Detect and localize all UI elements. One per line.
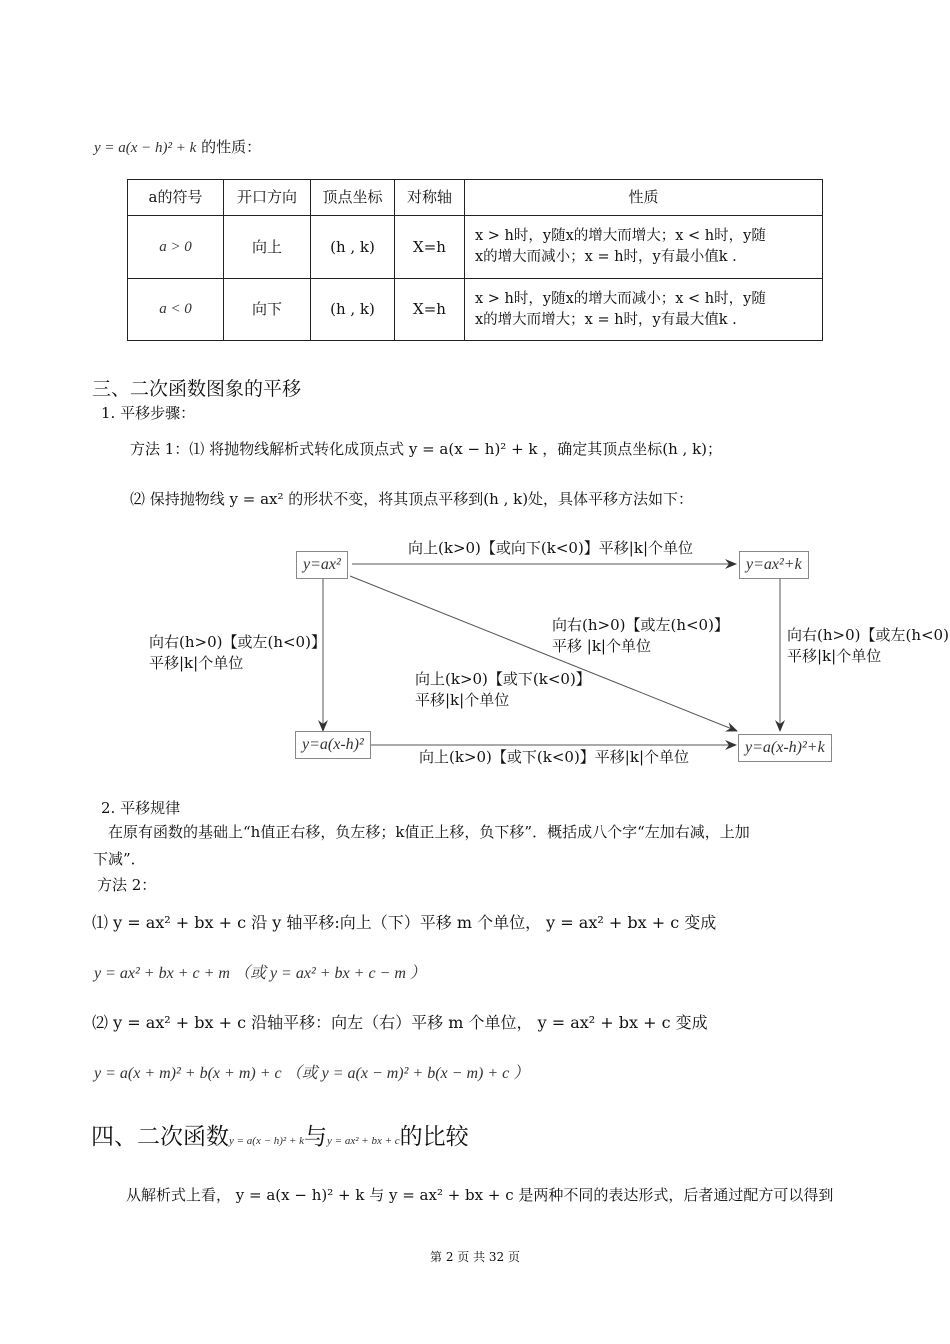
- header-sign: a的符号: [128, 180, 224, 216]
- label-diagonal-mid-1: 向上(k>0)【或下(k<0)】: [415, 670, 591, 688]
- rule-line2: 下减”．: [93, 850, 146, 868]
- section-4-title-post: 的比较: [399, 1124, 469, 1150]
- label-top-shift: 向上(k>0)【或向下(k<0)】平移|k|个单位: [408, 539, 694, 557]
- label-diagonal-right-2: 平移 |k|个单位: [552, 637, 651, 655]
- box-y-ax2: y=ax²: [296, 551, 348, 579]
- method1-line2: ⑵ 保持抛物线 y = ax² 的形状不变，将其顶点平移到(h , k)处，具体平移方法如下：: [130, 490, 694, 508]
- method2-title: 方法 2：: [97, 876, 157, 894]
- section-4-formula-vertex: y = a(x − h)² + k: [229, 1135, 305, 1147]
- header-direction: 开口方向: [224, 180, 311, 216]
- section-4-title: [91, 1118, 469, 1151]
- cell-direction: 向上: [224, 216, 311, 279]
- cell-sign: a > 0: [128, 216, 224, 279]
- section-4-title-mid: 与: [304, 1124, 328, 1150]
- property-line: x > h时，y随x的增大而增大；x < h时，y随: [475, 228, 766, 244]
- property-line: x的增大而增大；x = h时，y有最大值k .: [475, 311, 737, 328]
- box-y-ax2-plus-k: y=ax²+k: [739, 551, 809, 579]
- label-bottom-shift: 向上(k>0)【或下(k<0)】平移|k|个单位: [419, 748, 690, 766]
- cell-vertex: (h , k): [311, 216, 395, 279]
- cell-vertex: (h , k): [311, 279, 395, 341]
- method2-item1-result: y = ax² + bx + c + m （或 y = ax² + bx + c − m ）: [94, 965, 426, 982]
- property-line: x的增大而减小；x = h时，y有最小值k .: [475, 249, 737, 265]
- method1-line1: 方法 1：⑴ 将抛物线解析式转化成顶点式 y = a(x − h)² + k ，确定其顶点坐标(h , k)；: [130, 440, 723, 458]
- header-property: 性质: [465, 180, 823, 216]
- label-right-shift-1: 向右(h>0)【或左(h<0): [787, 626, 949, 644]
- header-axis: 对称轴: [395, 180, 465, 216]
- cell-direction: 向下: [224, 279, 311, 341]
- label-right-shift-2: 平移|k|个单位: [787, 647, 882, 665]
- section-3-title: 三、二次函数图象的平移: [92, 378, 302, 400]
- section-4-title-pre: 四、二次函数: [91, 1124, 229, 1150]
- method2-item2: ⑵ y = ax² + bx + c 沿轴平移：向左（右）平移 m 个单位， y = ax² + bx + c 变成: [92, 1013, 708, 1032]
- header-vertex: 顶点坐标: [311, 180, 395, 216]
- intro-suffix: 的性质：: [201, 138, 262, 156]
- method2-item2-result: y = a(x + m)² + b(x + m) + c （或 y = a(x − m)² + b(x − m) + c ）: [94, 1065, 530, 1082]
- cell-axis: X=h: [395, 216, 465, 279]
- cell-sign: a < 0: [128, 279, 224, 341]
- box-y-vertex-form: y=a(x-h)²+k: [738, 734, 832, 762]
- label-left-shift-1: 向右(h>0)【或左(h<0)】: [149, 633, 326, 651]
- label-diagonal-right-1: 向右(h>0)【或左(h<0)】: [552, 616, 729, 634]
- method2-item1: ⑴ y = ax² + bx + c 沿 y 轴平移:向上（下）平移 m 个单位， y = ax² + bx + c 变成: [92, 913, 717, 932]
- rule-title: 2. 平移规律: [101, 799, 181, 817]
- arrow-diagonal: [350, 576, 737, 731]
- property-line: x > h时，y随x的增大而减小；x < h时，y随: [475, 290, 766, 307]
- step1-title: 1. 平移步骤：: [101, 404, 196, 422]
- label-diagonal-mid-2: 平移|k|个单位: [415, 691, 510, 709]
- section-4-formula-general: y = ax² + bx + c: [327, 1135, 400, 1147]
- box-y-vertex-form-h: y=a(x-h)²: [295, 731, 371, 759]
- page-footer: 第 2 页 共 32 页: [430, 1250, 520, 1264]
- section-4-paragraph: 从解析式上看， y = a(x − h)² + k 与 y = ax² + bx + c 是两种不同的表达形式，后者通过配方可以得到: [126, 1186, 834, 1204]
- cell-axis: X=h: [395, 279, 465, 341]
- rule-line1: 在原有函数的基础上“h值正右移，负左移；k值正上移，负下移”．概括成八个字“左加右减，上加: [108, 823, 750, 841]
- label-left-shift-2: 平移|k|个单位: [149, 654, 244, 672]
- intro-formula: y = a(x − h)² + k: [94, 140, 197, 156]
